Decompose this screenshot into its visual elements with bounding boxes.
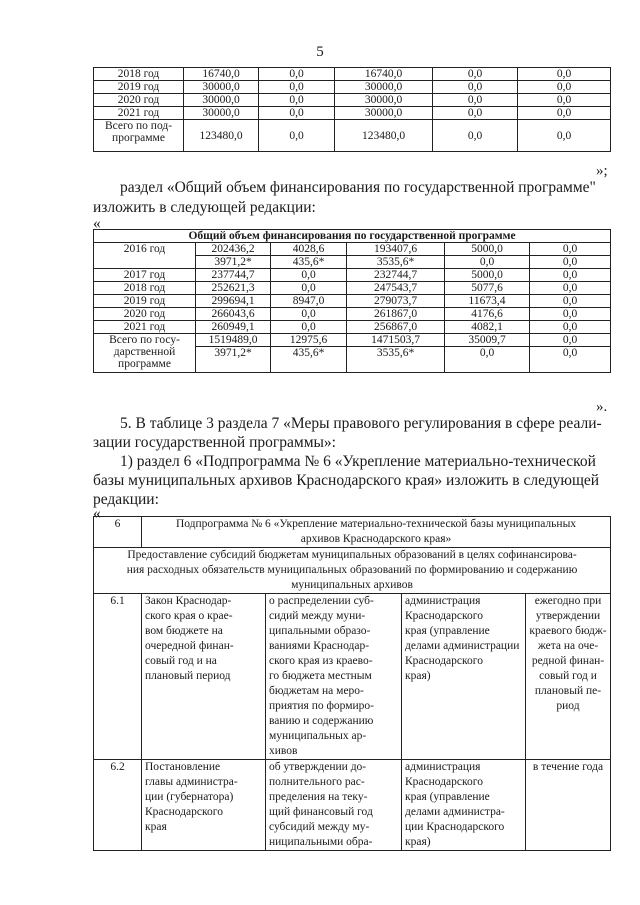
table-cell: 11673,4: [445, 295, 530, 308]
measure-content-line: муниципальных ар-: [269, 730, 367, 742]
table-subprogram-years: [93, 67, 611, 152]
total-cell: 12975,6: [271, 334, 347, 347]
table-row: [94, 94, 611, 107]
table-cell: 4176,6: [445, 308, 530, 321]
total-cell: 0,0: [433, 120, 518, 152]
measure-content-line: ваниями Краснодар-: [269, 640, 370, 652]
table-cell: 0,0: [518, 68, 611, 81]
table2-closing: ».: [596, 399, 608, 415]
table-cell: 261867,0: [347, 308, 445, 321]
section-title-line1: Подпрограмма № 6 «Укрепление материально-технической базы муниципальных: [175, 518, 577, 530]
measure-content: [266, 594, 402, 760]
measure-resp: [402, 760, 526, 851]
total-label-line2: программе: [112, 132, 165, 144]
table-cell: 30000,0: [335, 81, 433, 94]
paragraph-1-line2: изложить в следующей редакции:: [93, 199, 316, 216]
total-cell: 0,0: [530, 334, 611, 347]
table1-closing: »;: [596, 163, 608, 179]
table-row: [94, 321, 611, 334]
measure-content-line: об утверждении до-: [269, 761, 367, 773]
table-cell: 0,0: [259, 81, 335, 94]
measure-content-line: ципальными образо-: [269, 625, 371, 637]
table-row: [94, 81, 611, 94]
total-label-line3: программе: [118, 358, 171, 370]
table-cell: 0,0: [259, 107, 335, 120]
total-label-line1: Всего по госу-: [109, 334, 180, 346]
measure-term-line: редной финан-: [531, 655, 605, 667]
table-cell: 0,0: [433, 68, 518, 81]
table-cell: 3535,6*: [347, 256, 445, 269]
measure-doc-line: ции (губернатора): [145, 791, 234, 803]
table-row: [94, 308, 611, 321]
table-cell: 299694,1: [196, 295, 271, 308]
table-cell: 256867,0: [347, 321, 445, 334]
measure-term-line: утверждении: [535, 610, 601, 622]
table-cell: 0,0: [271, 282, 347, 295]
table-cell: 8947,0: [271, 295, 347, 308]
table-row: [94, 243, 611, 256]
table-cell: 30000,0: [184, 94, 259, 107]
row-label: 2017 год: [94, 269, 196, 282]
table-cell: 0,0: [530, 256, 611, 269]
table-cell: 0,0: [445, 256, 530, 269]
row-label: 2019 год: [94, 81, 184, 94]
measure-content-line: го бюджета местным: [269, 670, 372, 682]
measure-doc: [142, 594, 266, 760]
measure-content: [266, 760, 402, 851]
total-cell: 3971,2*: [196, 347, 271, 373]
measure-resp-line: ции Краснодарского: [405, 821, 505, 833]
measure-resp-line: края): [405, 836, 431, 848]
table-cell: 0,0: [518, 107, 611, 120]
row-label: 2021 год: [94, 107, 184, 120]
table-cell: 5000,0: [445, 243, 530, 256]
row-label: 2019 год: [94, 295, 196, 308]
table-total-financing: [93, 229, 611, 373]
table-cell: 0,0: [518, 81, 611, 94]
measure-content-line: хивов: [269, 745, 298, 757]
paragraph-1-line1: раздел «Общий объем финансирования по государственной программе": [120, 179, 596, 196]
measure-resp-line: Краснодарского: [405, 610, 483, 622]
table-cell: 5077,6: [445, 282, 530, 295]
table-cell: 0,0: [433, 81, 518, 94]
table-cell: 0,0: [433, 94, 518, 107]
table-cell: 16740,0: [184, 68, 259, 81]
total-cell: 0,0: [518, 120, 611, 152]
subheader-line1: Предоставление субсидий бюджетам муниципальных образований в целях софинансирова-: [127, 549, 577, 561]
table-cell: 202436,2: [196, 243, 271, 256]
paragraph-2-line5: редакции:: [93, 491, 159, 508]
page-number: 5: [316, 44, 324, 60]
table-cell: 279073,7: [347, 295, 445, 308]
table-cell: 4028,6: [271, 243, 347, 256]
table-cell: 0,0: [530, 282, 611, 295]
total-cell: 0,0: [445, 347, 530, 373]
table-cell: 5000,0: [445, 269, 530, 282]
total-row: [94, 334, 611, 347]
measure-content-line: субсидий между му-: [269, 821, 370, 833]
measure-content-line: о распределении суб-: [269, 595, 374, 607]
table-row: [94, 295, 611, 308]
total-cell: 35009,7: [445, 334, 530, 347]
table-cell: 193407,6: [347, 243, 445, 256]
measure-term-line: плановый пе-: [534, 685, 602, 697]
table-cell: 0,0: [518, 94, 611, 107]
total-cell: 0,0: [530, 347, 611, 373]
table-cell: 0,0: [259, 68, 335, 81]
measure-resp-line: Краснодарского: [405, 776, 483, 788]
table-cell: 232744,7: [347, 269, 445, 282]
table-cell: 237744,7: [196, 269, 271, 282]
table-cell: 435,6*: [271, 256, 347, 269]
measure-resp-line: края (управление: [405, 791, 490, 803]
measure-doc-line: края: [145, 821, 167, 833]
measure-resp-line: Краснодарского: [405, 655, 483, 667]
measure-term-line: ежегодно при: [534, 595, 602, 607]
table-row: [94, 68, 611, 81]
measure-content-line: щий финансовый год: [269, 806, 373, 818]
table-row: [94, 269, 611, 282]
total-label-line1: Всего по под-: [104, 120, 173, 132]
open-quote-2: «: [93, 505, 101, 522]
table-cell: 30000,0: [335, 107, 433, 120]
total-cell: 0,0: [259, 120, 335, 152]
measure-content-line: бюджетам на меро-: [269, 685, 364, 697]
measure-resp-line: делами администра-: [405, 806, 505, 818]
table-cell: 16740,0: [335, 68, 433, 81]
paragraph-2-line1: 5. В таблице 3 раздела 7 «Меры правового регулирования в сфере реали-: [120, 415, 602, 432]
measure-term-line: в течение года: [532, 761, 604, 773]
row-label: 2021 год: [94, 321, 196, 334]
row-label: 2018 год: [94, 68, 184, 81]
measure-doc-line: Краснодарского: [145, 806, 223, 818]
measure-number: 6.1: [94, 594, 142, 760]
table-cell: 260949,1: [196, 321, 271, 334]
table-cell: 0,0: [530, 243, 611, 256]
measure-term: [526, 760, 611, 851]
measure-resp-line: края (управление: [405, 625, 490, 637]
table-cell: 0,0: [530, 295, 611, 308]
measure-term: [526, 594, 611, 760]
measure-doc-line: главы администра-: [145, 776, 238, 788]
table-cell: 30000,0: [184, 107, 259, 120]
section-header-row: [94, 517, 611, 548]
measure-number: 6.2: [94, 760, 142, 851]
measure-resp-line: края): [405, 670, 431, 682]
measure-content-line: полнительного рас-: [269, 776, 365, 788]
measure-doc-line: совый год и на: [145, 655, 217, 667]
table-cell: 0,0: [530, 269, 611, 282]
measure-doc-line: ского края о крае-: [145, 610, 233, 622]
subheader: [94, 548, 611, 594]
paragraph-2-line3: 1) раздел 6 «Подпрограмма № 6 «Укрепление материально-технической: [120, 453, 596, 470]
measure-resp-line: делами администрации: [405, 640, 520, 652]
measure-row: [94, 594, 611, 760]
paragraph-2-line2: зации государственной программы»:: [93, 434, 336, 451]
table-cell: 0,0: [271, 308, 347, 321]
table-header-row: [94, 230, 611, 243]
measure-resp: [402, 594, 526, 760]
open-quote-1: «: [93, 215, 101, 232]
total-row: [94, 120, 611, 152]
measure-resp-line: администрация: [405, 761, 481, 773]
subheader-line2: ния расходных обязательств муниципальных образований по формированию и содержанию: [126, 564, 578, 576]
section-title-line2: архивов Краснодарского края»: [300, 533, 452, 545]
measure-doc: [142, 760, 266, 851]
measure-resp-line: администрация: [405, 595, 481, 607]
total-cell: 123480,0: [184, 120, 259, 152]
measure-doc-line: очередной финан-: [145, 640, 234, 652]
table-cell: 247543,7: [347, 282, 445, 295]
measure-content-line: ниципальными обра-: [269, 836, 373, 848]
measure-doc-line: Закон Краснодар-: [145, 595, 232, 607]
paragraph-2-line4: базы муниципальных архивов Краснодарского края» изложить в следующей: [93, 472, 600, 489]
table-legal-measures: [93, 516, 611, 851]
row-label: 2018 год: [94, 282, 196, 295]
subheader-row: [94, 548, 611, 594]
measure-term-line: жета на оче-: [537, 640, 599, 652]
table-cell: 0,0: [433, 107, 518, 120]
measure-doc-line: Постановление: [145, 761, 221, 773]
measure-doc-line: вом бюджете на: [145, 625, 223, 637]
subheader-line3: муниципальных архивов: [291, 579, 413, 591]
total-cell: 1471503,7: [347, 334, 445, 347]
table-cell: 4082,1: [445, 321, 530, 334]
measure-row: [94, 760, 611, 851]
table-cell: 0,0: [259, 94, 335, 107]
total-label: [94, 334, 196, 373]
measure-doc-line: плановый период: [145, 670, 231, 682]
table-cell: 266043,6: [196, 308, 271, 321]
table-row: [94, 107, 611, 120]
measure-term-line: краевого бюдж-: [529, 625, 607, 637]
table-cell: 3971,2*: [196, 256, 271, 269]
row-label: 2020 год: [94, 308, 196, 321]
total-cell: 1519489,0: [196, 334, 271, 347]
measure-term-line: совый год и: [539, 670, 597, 682]
total-cell: 3535,6*: [347, 347, 445, 373]
total-label: [94, 120, 184, 152]
table-cell: 0,0: [530, 321, 611, 334]
section-number: 6: [94, 517, 142, 548]
total-cell: 123480,0: [335, 120, 433, 152]
measure-content-line: сидий между муни-: [269, 610, 366, 622]
row-label: 2016 год: [94, 243, 196, 269]
table-row: [94, 282, 611, 295]
table-cell: 0,0: [271, 269, 347, 282]
total-label-line2: дарственной: [113, 346, 176, 358]
table-cell: 30000,0: [335, 94, 433, 107]
table-header: Общий объем финансирования по государственной программе: [94, 230, 611, 243]
table-cell: 252621,3: [196, 282, 271, 295]
measure-content-line: приятия по формиро-: [269, 700, 375, 712]
row-label: 2020 год: [94, 94, 184, 107]
measure-term-line: риод: [556, 700, 580, 712]
section-title: [142, 517, 611, 548]
measure-content-line: ского края из краево-: [269, 655, 373, 667]
table-cell: 0,0: [530, 308, 611, 321]
table-cell: 30000,0: [184, 81, 259, 94]
measure-content-line: пределения на теку-: [269, 791, 368, 803]
table-cell: 0,0: [271, 321, 347, 334]
total-cell: 435,6*: [271, 347, 347, 373]
measure-content-line: ванию и содержанию: [269, 715, 374, 727]
